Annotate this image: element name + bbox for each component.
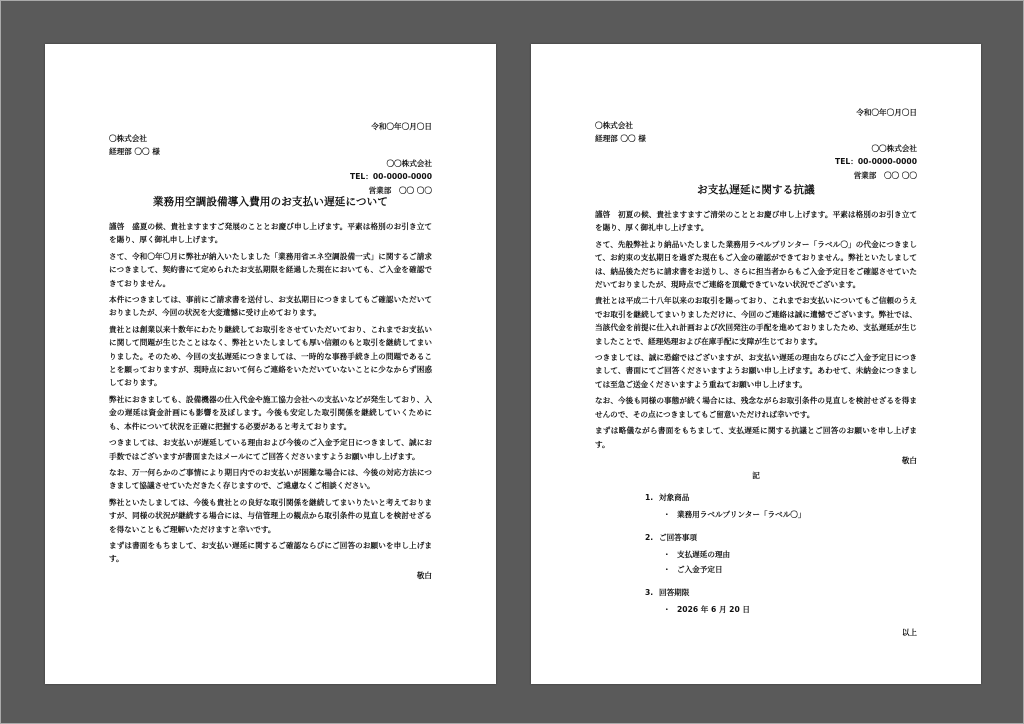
sender-tel: TEL：00-0000-0000 [350,172,432,182]
sub-list [663,603,917,616]
sub-item: ・ 業務用ラベルプリンター「ラベル〇」 [663,508,917,521]
sender-tel: TEL：00-0000-0000 [835,157,917,167]
recipient-person: 経理部 〇〇 様 [595,134,646,143]
sub-list [663,548,917,577]
letter-date: 令和〇年〇月〇日 [371,122,432,131]
item-number: 1. [645,492,654,502]
recipient-company: 〇株式会社 [595,121,633,130]
sub-list [663,508,917,521]
body-paragraph: なお、万一何らかのご事情により期日内でのお支払いが困難な場合には、今後の対応方法につきまして協議させていただきたく存じますので、ご遠慮なくご相談ください。 [109,467,432,491]
item-number: 3. [645,587,654,597]
closing: 敬白 [901,455,917,465]
document-page-1 [45,44,496,684]
item-label: ご回答事項 [659,532,697,542]
body-paragraph: 貴社とは平成二十八年以来のお取引を賜っており、これまでお支払いについてもご信頼のうえでお取引を継続してまいりましただけに、今回のご連絡は誠に遺憾でございます。弊社では、当該代金を前提に仕入れ計画および次回発注の手配を進めておりましたため、支払遅延が生じましたことで、経理処理および在庫手配に支障が生じております。 [595,296,917,346]
sub-item: ・ 支払遅延の理由 [663,548,917,561]
end-mark: 以上 [901,627,917,637]
document-title: 業務用空調設備導入費用のお支払い遅延について [152,196,389,208]
detail-list [645,491,917,617]
recipient-company: 〇株式会社 [109,134,147,143]
sender-company: 〇〇株式会社 [386,159,432,168]
body-paragraph: つきましては、お支払いが遅延している理由および今後のご入金予定日につきまして、誠にお手数ではございますが書面またはメールにてご回答くださいますようお願い申し上げます。 [109,438,432,461]
sub-item: ・ 2026 年 6 月 20 日 [663,603,917,616]
list-item [645,531,917,577]
body-paragraph: さて、令和〇年〇月に弊社が納入いたしました「業務用省エネ空調設備一式」に関するご請求につきまして、契約書にて定められたお支払期限を経過した現在においても、ご入金を確認できておりません。 [109,251,432,288]
document-body [595,208,917,639]
sender-company: 〇〇株式会社 [871,144,917,153]
ki-heading: 記 [752,471,760,481]
body-paragraph: つきましては、誠に恐縮ではございますが、お支払い遅延の理由ならびにご入金予定日につきまして、書面にてご回答くださいますようお願い申し上げます。あわせて、未納金につきましては至急ご送金くださいますよう重ねてお願い申し上げます。 [595,353,917,389]
item-label: 回答期限 [659,587,690,597]
body-paragraph: まずは略儀ながら書面をもちまして、支払遅延に関する抗議とご回答のお願いを申し上げます。 [595,426,917,449]
list-item [645,586,917,617]
letter-date: 令和〇年〇月〇日 [856,108,917,117]
body-paragraph: なお、今後も同様の事態が続く場合には、残念ながらお取引条件の見直しを検討せざるを得ませんので、その点につきましてもご留意いただければ幸いです。 [595,396,917,419]
body-paragraph: 貴社とは創業以来十数年にわたり継続してお取引をさせていただいており、これまでお支払いに関して問題が生じたことはなく、弊社といたしましても厚い信頼のもと取引を継続してまいりました。そのため、今回の支払遅延につきましては、一時的な事務手続き上の問題であることを願っておりますが、現時点において何らご連絡をいただいていないことに少なからず困惑しております。 [109,324,432,388]
body-paragraph: 謹啓 初夏の候、貴社ますますご清栄のこととお慶び申し上げます。平素は格別のお引き立てを賜り、厚く御礼申し上げます。 [595,210,917,233]
body-paragraph: 謹啓 盛夏の候、貴社ますますご発展のこととお慶び申し上げます。平素は格別のお引き立てを賜り、厚く御礼申し上げます。 [109,222,432,245]
body-paragraph: 弊社におきましても、設備機器の仕入代金や施工協力会社への支払いなどが発生しており、入金の遅延は資金計画にも影響を及ぼします。今後も安定した取引関係を継続していくためにも、本件について状況を正確に把握する必要があると考えております。 [109,394,432,431]
sender-dept: 営業部 〇〇 〇〇 [853,170,917,180]
sender-block [350,157,432,197]
body-paragraph: 本件につきましては、事前にご請求書を送付し、お支払期日につきましてもご確認いただいておりましたが、今回の状況を大変遺憾に受け止めております。 [109,295,432,318]
document-title: お支払遅延に関する抗議 [697,184,815,196]
recipient-person: 経理部 〇〇 様 [109,147,160,156]
sub-item: ・ ご入金予定日 [663,563,917,576]
sender-dept: 営業部 〇〇 〇〇 [368,185,432,195]
item-label: 対象商品 [659,492,690,502]
body-paragraph: さて、先般弊社より納品いたしました業務用ラベルプリンター「ラベル〇」の代金につきまして、お約束の支払期日を過ぎた現在もご入金の確認ができておりません。弊社といたしましては、納品後ただちに請求書をお送りし、さらに担当者からもご入金予定日をご確認させていただいておりましたが、現時点でご連絡を頂戴できていない状況でございます。 [595,239,917,290]
document-body [109,220,432,582]
sender-block [835,142,917,182]
body-paragraph: まずは書面をもちまして、お支払い遅延に関するご確認ならびにご回答のお願いを申し上げます。 [109,540,432,564]
document-page-2 [531,44,981,684]
closing: 敬白 [416,570,432,580]
item-number: 2. [645,532,654,542]
list-item [645,491,917,522]
body-paragraph: 弊社といたしましては、今後も貴社との良好な取引関係を継続してまいりたいと考えておりますが、同様の状況が継続する場合には、与信管理上の観点から取引条件の見直しを検討せざるを得ないこともご理解いただけますと幸いです。 [109,497,432,534]
